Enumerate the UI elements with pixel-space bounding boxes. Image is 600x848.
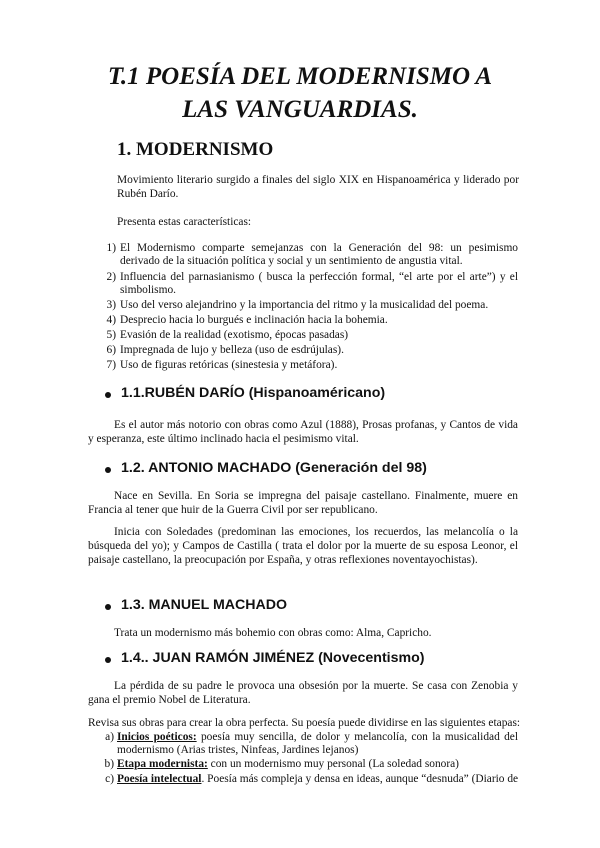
antonio-paragraph-1: Nace en Sevilla. En Soria se impregna del paisaje castellano. Finalmente, muere en Francia al tener que huir de la Guerra Civil por ser republicano.	[88, 490, 518, 516]
list-item-number: 2)	[106, 271, 116, 283]
stage-text: poesía muy sencilla, de dolor y melancolía, con la musicalidad del modernismo (Arias tristes, Ninfeas, Jardines lejanos)	[117, 731, 518, 757]
intro-paragraph: Movimiento literario surgido a finales del siglo XIX en Hispanoamérica y liderado por Rubén Darío.	[117, 174, 519, 200]
antonio-paragraph-2: Inicia con Soledades (predominan las emociones, los recuerdos, las melancolía o la búsqueda del yo); y Campos de Castilla ( trata el dolor por la muerte de su esposa Leonor, el paisaje castellano, la preocupación por España, y otras reflexiones noventayochistas).	[88, 526, 518, 566]
list-item: Impregnada de lujo y belleza (uso de esdrújulas).	[120, 344, 344, 356]
list-item: Influencia del parnasianismo ( busca la perfección formal, “el arte por el arte”) y el simbolismo.	[120, 271, 518, 297]
list-item-letter: c)	[105, 773, 114, 785]
list-item-letter: a)	[105, 731, 114, 743]
list-item-number: 7)	[106, 359, 116, 371]
list-item-number: 5)	[106, 329, 116, 341]
juan-paragraph-2: Revisa sus obras para crear la obra perfecta. Su poesía puede dividirse en las siguientes etapas:	[88, 717, 521, 729]
document-title-line-1: T.1 POESÍA DEL MODERNISMO A	[107, 63, 493, 90]
dario-paragraph: Es el autor más notorio con obras como Azul (1888), Prosas profanas, y Cantos de vida y esperanza, este último inclinado hacia el pesimismo vital.	[88, 419, 518, 445]
heading-modernismo: 1. MODERNISMO	[117, 139, 274, 160]
heading-juan-ramon-jimenez: 1.4.. JUAN RAMÓN JIMÉNEZ (Novecentismo)	[121, 650, 425, 666]
list-item	[117, 773, 527, 786]
heading-manuel-machado: 1.3. MANUEL MACHADO	[121, 597, 288, 613]
characteristics-label: Presenta estas características:	[117, 216, 252, 228]
bullet-icon	[105, 657, 111, 663]
heading-ruben-dario: 1.1.RUBÉN DARÍO (Hispanoaméricano)	[121, 385, 386, 401]
bullet-icon	[105, 392, 111, 398]
stage-text: con un modernismo muy personal (La soledad sonora)	[207, 758, 459, 770]
stage-label: Poesía intelectual	[117, 773, 202, 785]
list-item: Uso de figuras retóricas (sinestesia y metáfora).	[120, 359, 338, 371]
list-item-letter: b)	[104, 758, 114, 770]
list-item-number: 4)	[106, 314, 116, 326]
list-item: Uso del verso alejandrino y la importancia del ritmo y la musicalidad del poema.	[120, 299, 489, 311]
stage-label: Inicios poéticos:	[117, 731, 197, 743]
bullet-icon	[105, 467, 111, 473]
list-item-number: 1)	[106, 242, 116, 254]
juan-paragraph-1: La pérdida de su padre le provoca una obsesión por la muerte. Se casa con Zenobia y gana el premio Nobel de Literatura.	[88, 680, 518, 706]
bullet-icon	[105, 604, 111, 610]
manuel-paragraph: Trata un modernismo más bohemio con obras como: Alma, Capricho.	[114, 627, 432, 639]
list-item: Evasión de la realidad (exotismo, épocas pasadas)	[120, 329, 349, 341]
list-item: Desprecio hacia lo burgués e inclinación hacia la bohemia.	[120, 314, 388, 326]
stage-text: . Poesía más compleja y densa en ideas, aunque “desnuda” (Diario de	[201, 773, 519, 785]
stage-label: Etapa modernista:	[117, 758, 208, 770]
list-item-number: 3)	[106, 299, 116, 311]
list-item: El Modernismo comparte semejanzas con la Generación del 98: un pesimismo derivado de la situación política y social y un sentimiento de angustia vital.	[120, 242, 518, 268]
document-title-line-2: LAS VANGUARDIAS.	[182, 96, 418, 123]
heading-antonio-machado: 1.2. ANTONIO MACHADO (Generación del 98)	[121, 460, 427, 476]
list-item	[117, 758, 518, 771]
list-item-number: 6)	[106, 344, 116, 356]
list-item	[117, 731, 518, 758]
